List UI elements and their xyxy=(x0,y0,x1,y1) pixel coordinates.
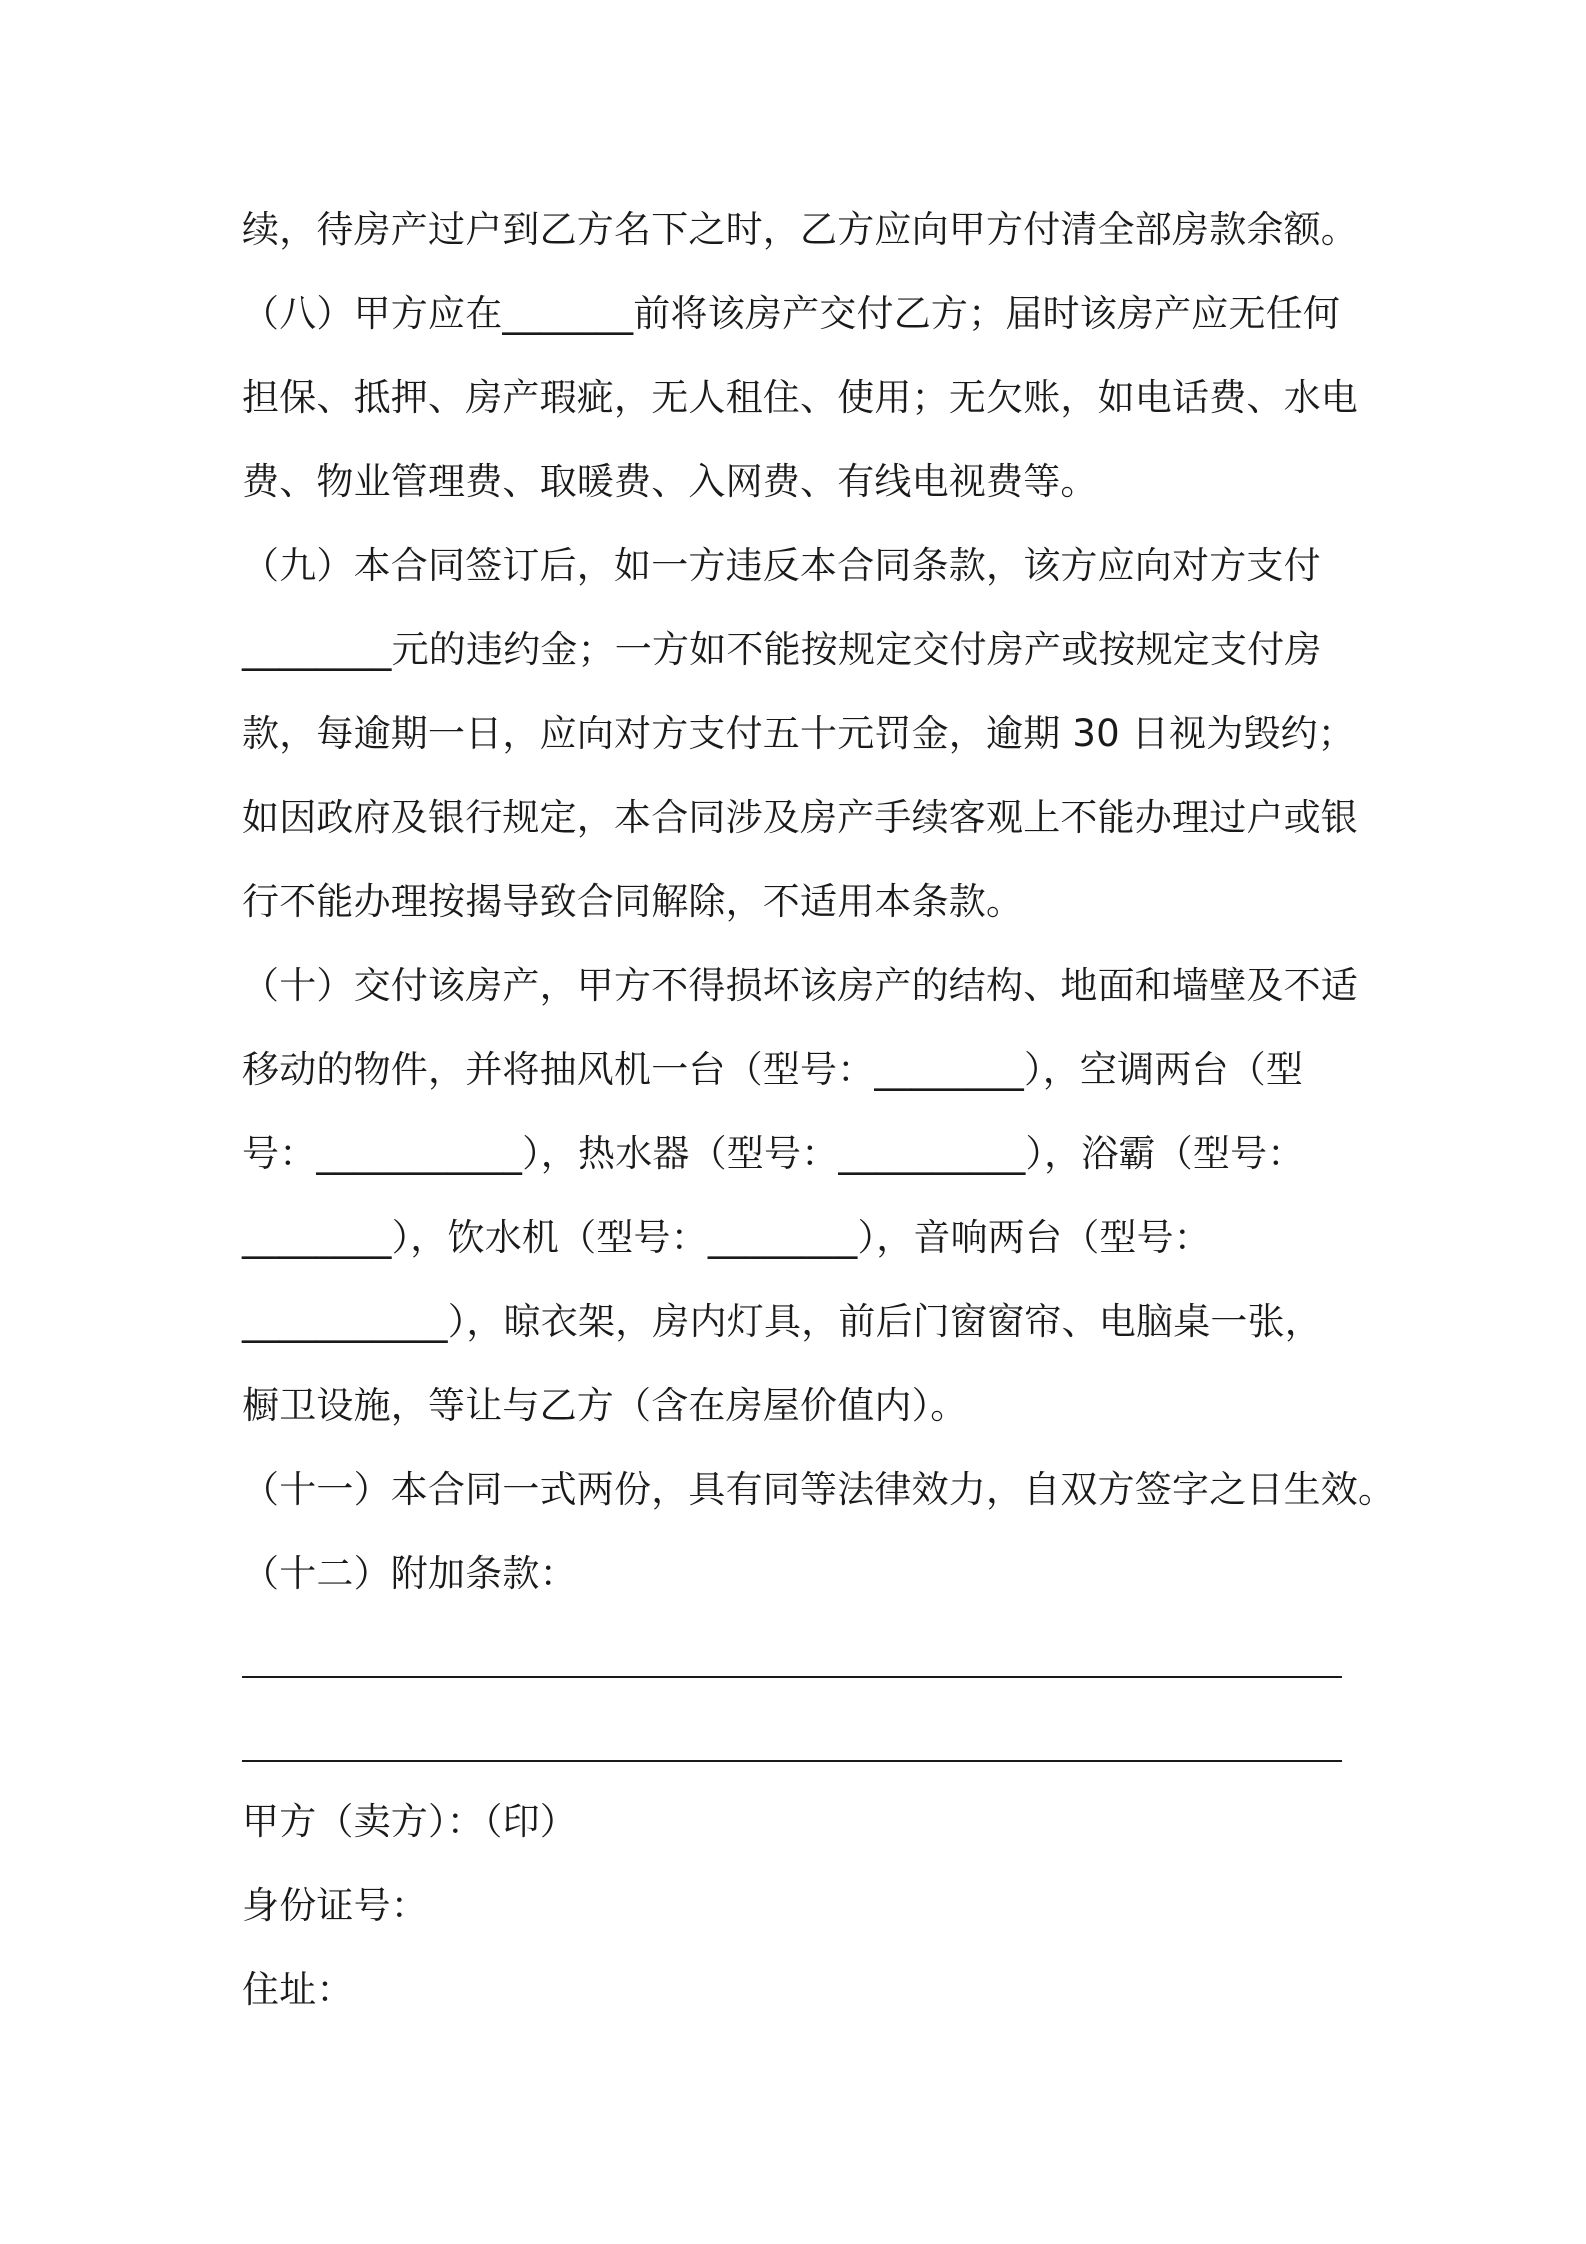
party-a-signature: 甲方（卖方）：（印） xyxy=(242,1800,577,1843)
clause-7-continuation: 续，待房产过户到乙方名下之时，乙方应向甲方付清全部房款余额。 xyxy=(242,208,1358,251)
clause-11: （十一）本合同一式两份，具有同等法律效力，自双方签字之日生效。 xyxy=(242,1468,1396,1511)
clause-9-line-1: （九）本合同签订后，如一方违反本合同条款，该方应向对方支付 xyxy=(242,544,1321,587)
clause-10-line-4: ________），饮水机（型号：________），音响两台（型号： xyxy=(242,1216,1211,1259)
clause-9-line-5: 行不能办理按揭导致合同解除，不适用本条款。 xyxy=(242,880,1024,923)
clause-10-line-1: （十）交付该房产，甲方不得损坏该房产的结构、地面和墙壁及不适 xyxy=(242,964,1358,1007)
address-label: 住址： xyxy=(242,1968,354,2011)
clause-8-line-2: 担保、抵押、房产瑕疵，无人租住、使用；无欠账，如电话费、水电 xyxy=(242,376,1358,419)
blank-line-2 xyxy=(242,1760,1342,1762)
clause-10-line-5: ___________），晾衣架，房内灯具，前后门窗窗帘、电脑桌一张， xyxy=(242,1300,1322,1343)
clause-10-line-6: 橱卫设施，等让与乙方（含在房屋价值内）。 xyxy=(242,1384,968,1427)
clause-8-line-3: 费、物业管理费、取暖费、入网费、有线电视费等。 xyxy=(242,460,1098,503)
id-number-label: 身份证号： xyxy=(242,1884,428,1927)
blank-line-1 xyxy=(242,1676,1342,1678)
clause-9-line-4: 如因政府及银行规定，本合同涉及房产手续客观上不能办理过户或银 xyxy=(242,796,1358,839)
clause-10-line-2: 移动的物件，并将抽风机一台（型号：________），空调两台（型 xyxy=(242,1048,1304,1091)
clause-9-line-3: 款，每逾期一日，应向对方支付五十元罚金，逾期 30 日视为毁约； xyxy=(242,712,1356,755)
clause-8-line-1: （八）甲方应在_______前将该房产交付乙方；届时该房产应无任何 xyxy=(242,292,1341,335)
clause-9-line-2: ________元的违约金；一方如不能按规定交付房产或按规定支付房 xyxy=(242,628,1322,671)
clause-12-heading: （十二）附加条款： xyxy=(242,1552,577,1595)
clause-10-line-3: 号：___________），热水器（型号：__________），浴霸（型号： xyxy=(242,1132,1305,1175)
